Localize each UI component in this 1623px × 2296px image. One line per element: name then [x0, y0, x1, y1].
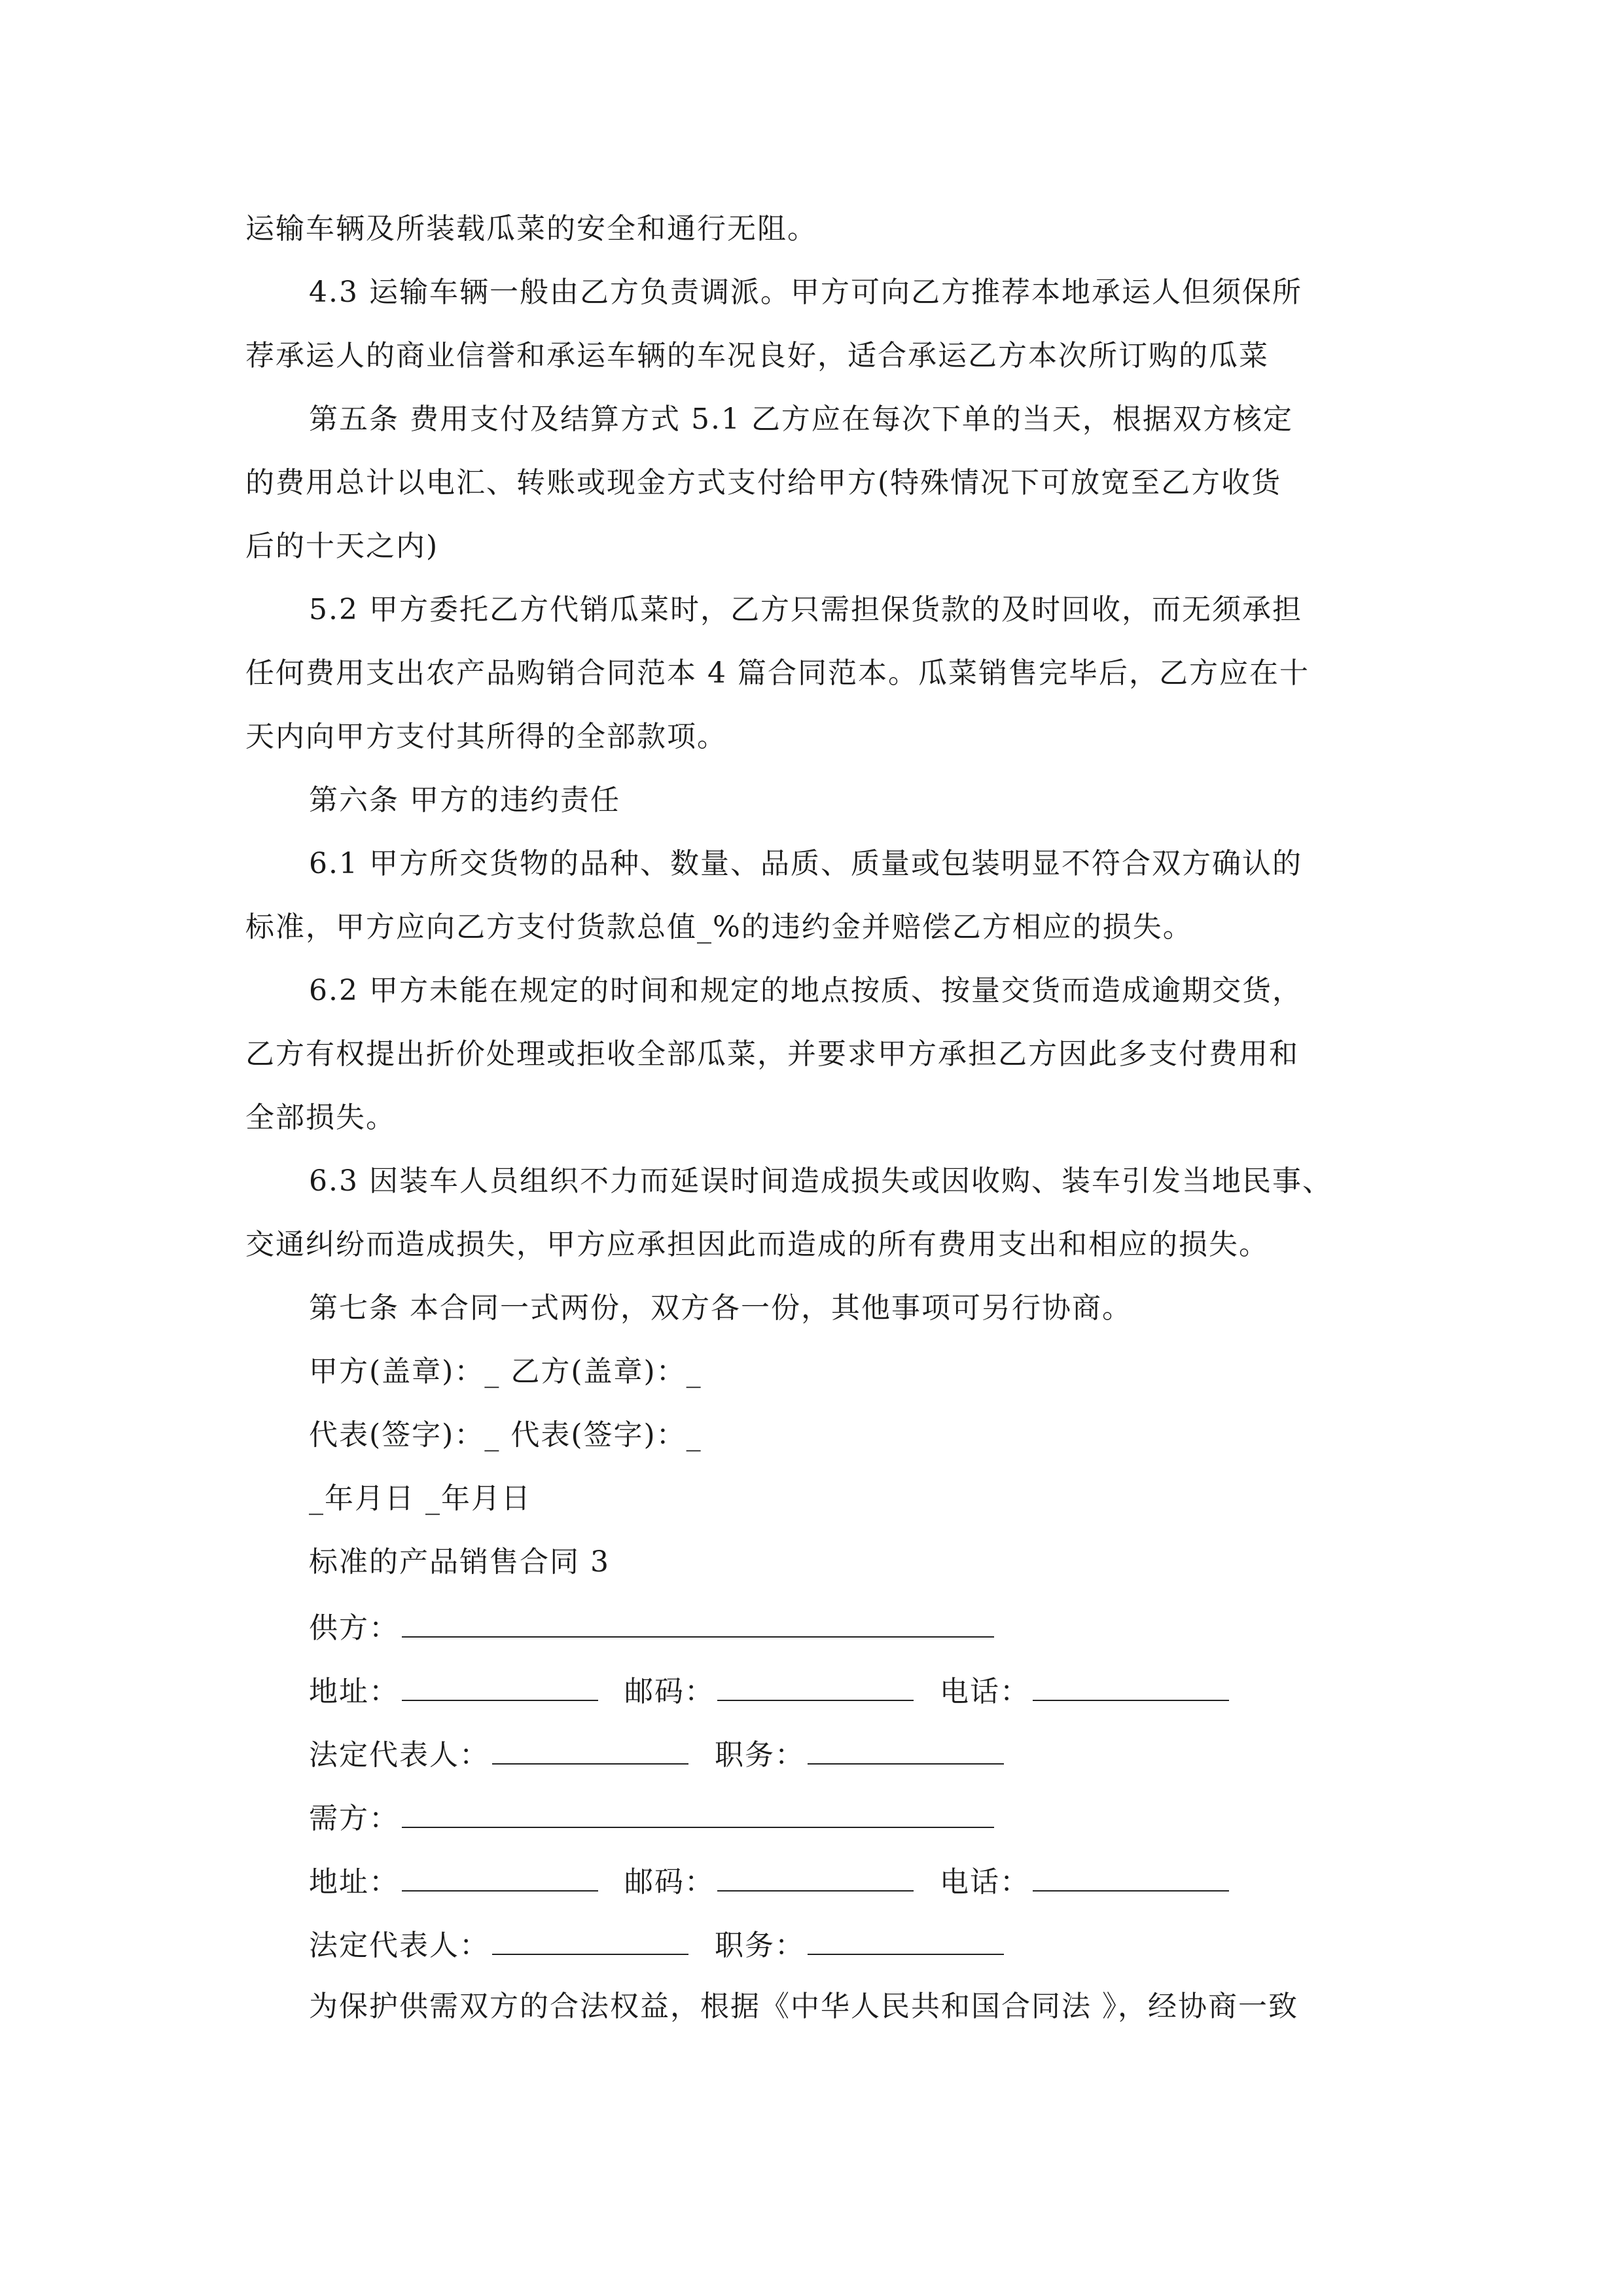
legal-rep-label: 法定代表人： [309, 1929, 490, 1962]
paragraph-line: 任何费用支出农产品购销合同范本 4 篇合同范本。瓜菜销售完毕后，乙方应在十 [245, 656, 1310, 690]
position-blank [808, 1924, 1004, 1955]
section-heading: 第六条 甲方的违约责任 [309, 783, 620, 817]
paragraph-line: 后的十天之内) [245, 529, 439, 563]
paragraph-line: 6.2 甲方未能在规定的时间和规定的地点按质、按量交货而造成逾期交货， [309, 974, 1302, 1007]
paragraph-line: 4.3 运输车辆一般由乙方负责调派。甲方可向乙方推荐本地承运人但须保所 [309, 276, 1302, 309]
buyer-address-row [309, 1860, 1245, 1902]
phone-label: 电话： [940, 1865, 1030, 1899]
position-blank [808, 1733, 1004, 1765]
address-blank [402, 1860, 598, 1892]
buyer-row [309, 1797, 1010, 1839]
phone-blank [1033, 1860, 1229, 1892]
supplier-row [309, 1606, 1010, 1648]
supplier-blank [402, 1606, 994, 1638]
buyer-rep-row [309, 1924, 1020, 1965]
address-label: 地址： [309, 1675, 399, 1708]
signature-line: 代表(签字)：_ 代表(签字)：_ [309, 1418, 702, 1452]
phone-blank [1033, 1670, 1229, 1701]
paragraph-line: 交通纠纷而造成损失，甲方应承担因此而造成的所有费用支出和相应的损失。 [245, 1228, 1269, 1261]
paragraph-line: 的费用总计以电汇、转账或现金方式支付给甲方(特殊情况下可放宽至乙方收货 [245, 466, 1282, 499]
paragraph-line: 运输车辆及所装载瓜菜的安全和通行无阻。 [245, 212, 817, 245]
buyer-label: 需方： [309, 1802, 399, 1835]
paragraph-line: 全部损失。 [245, 1101, 396, 1134]
postcode-label: 邮码： [624, 1865, 715, 1899]
paragraph-line: 荐承运人的商业信誉和承运车辆的车况良好，适合承运乙方本次所订购的瓜菜 [245, 339, 1269, 372]
supplier-label: 供方： [309, 1611, 399, 1645]
phone-label: 电话： [940, 1675, 1030, 1708]
postcode-blank [717, 1860, 914, 1892]
closing-line: 为保护供需双方的合法权益，根据《中华人民共和国合同法 》，经协商一致 [309, 1990, 1298, 2023]
paragraph-line: 第五条 费用支付及结算方式 5.1 乙方应在每次下单的当天，根据双方核定 [309, 403, 1293, 436]
paragraph-line: 标准，甲方应向乙方支付货款总值_%的违约金并赔偿乙方相应的损失。 [245, 910, 1193, 944]
contract-title: 标准的产品销售合同 3 [309, 1545, 610, 1579]
paragraph-line: 乙方有权提出折价处理或拒收全部瓜菜，并要求甲方承担乙方因此多支付费用和 [245, 1037, 1299, 1071]
position-label: 职务： [715, 1929, 805, 1962]
postcode-blank [717, 1670, 914, 1701]
paragraph-line: 6.1 甲方所交货物的品种、数量、品质、质量或包装明显不符合双方确认的 [309, 847, 1302, 880]
legal-rep-blank [492, 1733, 688, 1765]
buyer-blank [402, 1797, 994, 1828]
signature-line: 甲方(盖章)：_ 乙方(盖章)：_ [309, 1355, 702, 1388]
address-blank [402, 1670, 598, 1701]
legal-rep-label: 法定代表人： [309, 1738, 490, 1772]
postcode-label: 邮码： [624, 1675, 715, 1708]
date-line: _年月日 _年月日 [309, 1482, 531, 1515]
address-label: 地址： [309, 1865, 399, 1899]
legal-rep-blank [492, 1924, 688, 1955]
supplier-address-row [309, 1670, 1245, 1712]
paragraph-line: 第七条 本合同一式两份，双方各一份，其他事项可另行协商。 [309, 1291, 1132, 1325]
supplier-rep-row [309, 1733, 1020, 1775]
position-label: 职务： [715, 1738, 805, 1772]
paragraph-line: 5.2 甲方委托乙方代销瓜菜时，乙方只需担保货款的及时回收，而无须承担 [309, 593, 1302, 626]
paragraph-line: 6.3 因装车人员组织不力而延误时间造成损失或因收购、装车引发当地民事、 [309, 1164, 1332, 1198]
paragraph-line: 天内向甲方支付其所得的全部款项。 [245, 720, 727, 753]
